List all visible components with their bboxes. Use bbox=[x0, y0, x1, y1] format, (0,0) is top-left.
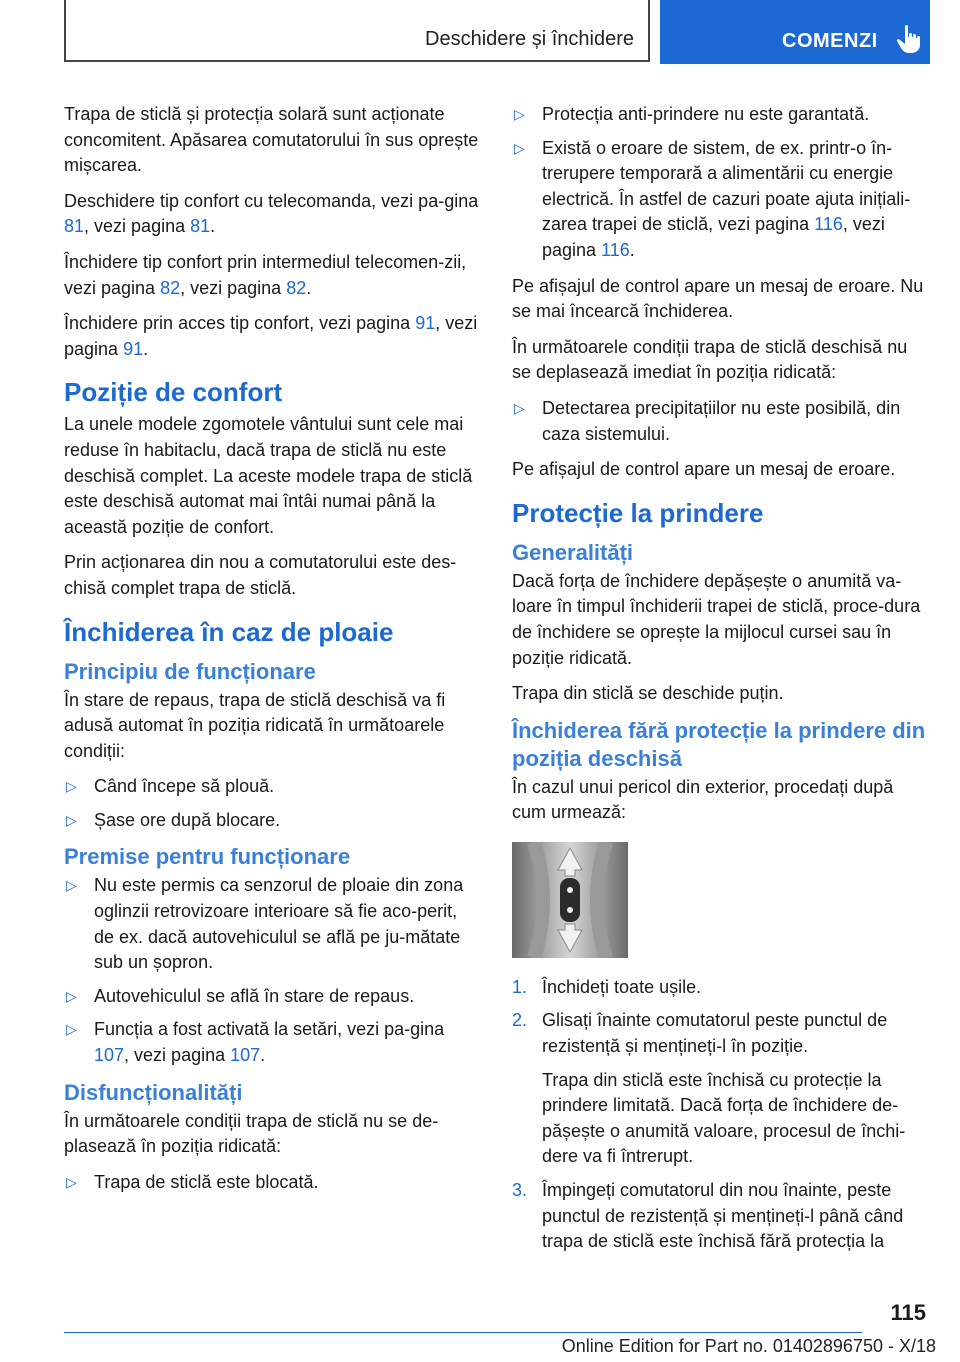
left-column bbox=[64, 102, 480, 1205]
page-link-107[interactable]: 107 bbox=[230, 1045, 261, 1066]
heading-general: Generalități bbox=[512, 539, 634, 565]
footer-divider bbox=[64, 1332, 862, 1333]
list-item: ▷ Există o eroare de sistem, de ex. printr-o în-trerupere temporară a alimentării cu energie electrică. În astfel de cazuri poate ajuta inițiali-zarea trapei de sticlă, vezi pagina 116, vezi pagina 116. bbox=[514, 137, 911, 260]
triangle-bullet-icon: ▷ bbox=[66, 1021, 77, 1038]
list-item: ▷ Protecția anti-prindere nu este garantată. bbox=[512, 102, 928, 128]
heading-close-without-pinch: Închiderea fără protecție la prindere din poziția deschisă bbox=[512, 717, 926, 771]
list-item: ▷ Funcția a fost activată la setări, vezi pa-gina 107, vezi pagina 107. bbox=[66, 1019, 445, 1066]
paragraph-comfort-remote: Deschidere tip confort cu telecomanda, vezi pa-gina 81, vezi pagina 81. bbox=[64, 190, 479, 237]
hand-pointer-icon bbox=[896, 24, 922, 54]
list-item: 1. Închideți toate ușile. bbox=[512, 976, 702, 997]
paragraph-error-2: Pe afișajul de control apare un mesaj de eroare. bbox=[512, 459, 896, 480]
paragraph-comfort-1: La unele modele zgomotele vântului sunt cele mai reduse în habitaclu, dacă trapa de sticlă nu este deschisă complet. La aceste modele trapa de sticlă este deschisă automat mai întâi numai până la această poziție de confort. bbox=[64, 414, 473, 537]
page-link-82[interactable]: 82 bbox=[286, 277, 307, 298]
conditions-list bbox=[512, 396, 928, 447]
heading-rain-closing: Închiderea în caz de ploaie bbox=[64, 616, 394, 647]
triangle-bullet-icon: ▷ bbox=[66, 811, 77, 828]
section-title-box bbox=[64, 0, 650, 62]
heading-principle: Principiu de funcționare bbox=[64, 658, 316, 684]
heading-pinch-protection: Protecție la prindere bbox=[512, 497, 764, 528]
list-item: ▷ Nu este permis ca senzorul de ploaie din zona oglinzii retrovizoare interioare să fie aco-perit, de ex. dacă autovehiculul se află pe ju-mătate sub un șopron. bbox=[66, 875, 464, 973]
list-item: ▷ Detectarea precipitațiilor nu este posibilă, din caza sistemului. bbox=[514, 397, 901, 444]
steps-list bbox=[512, 975, 928, 1255]
page-link-116[interactable]: 116 bbox=[814, 214, 843, 235]
list-item: ▷ Trapa de sticlă este blocată. bbox=[64, 1170, 480, 1196]
triangle-bullet-icon: ▷ bbox=[514, 139, 525, 156]
page-number: 115 bbox=[890, 1300, 926, 1325]
paragraph-principle: În stare de repaus, trapa de sticlă deschisă va fi adusă automat în poziția ridicată în următoarele condiții: bbox=[64, 689, 446, 761]
paragraph-danger: În cazul unui pericol din exterior, procedați după cum urmează: bbox=[512, 776, 894, 823]
page-link-82[interactable]: 82 bbox=[160, 277, 181, 298]
list-item: ▷ Șase ore după blocare. bbox=[64, 808, 480, 834]
malfunction-list-continued bbox=[512, 102, 928, 264]
chapter-tab-label: COMENZI bbox=[782, 30, 878, 52]
paragraph-close-remote: Închidere tip confort prin intermediul telecomen-zii, vezi pagina 82, vezi pagina 82. bbox=[64, 251, 467, 298]
chapter-tab[interactable] bbox=[660, 0, 930, 64]
triangle-bullet-icon: ▷ bbox=[66, 877, 77, 894]
list-item: 2. Glisați înainte comutatorul peste punctul de rezistență și mențineți-l în poziție. Trapa din sticlă este închisă cu protecție la prindere limitată. Dacă forța de închidere de-pășește o anumită valoare, procesul de închi-dere va fi întrerupt. bbox=[512, 1010, 906, 1167]
heading-malfunctions: Disfuncționalități bbox=[64, 1079, 243, 1105]
paragraph-malfunctions: În următoarele condiții trapa de sticlă nu se de-plasează în poziția ridicată: bbox=[64, 1110, 439, 1157]
right-column bbox=[512, 102, 928, 1263]
triangle-bullet-icon: ▷ bbox=[66, 987, 77, 1004]
paragraph-comfort-2: Prin acționarea din nou a comutatorului este des-chisă complet trapa de sticlă. bbox=[64, 552, 457, 598]
paragraph-general-2: Trapa din sticlă se deschide puțin. bbox=[512, 683, 784, 704]
page-link-107[interactable]: 107 bbox=[94, 1045, 125, 1066]
heading-comfort-position: Poziție de confort bbox=[64, 377, 283, 408]
paragraph-error-1: Pe afișajul de control apare un mesaj de eroare. Nu se mai încearcă închiderea. bbox=[512, 275, 924, 322]
page-link-116[interactable]: 116 bbox=[601, 239, 630, 260]
premises-list bbox=[64, 873, 480, 1068]
triangle-bullet-icon: ▷ bbox=[66, 778, 77, 795]
list-item: ▷ Când începe să plouă. bbox=[64, 774, 480, 800]
edition-footer: Online Edition for Part no. 01402896750 - X/18 bbox=[561, 1336, 936, 1356]
malfunction-list bbox=[64, 1170, 480, 1196]
switch-photo bbox=[512, 842, 628, 958]
list-item: ▷ Autovehiculul se află în stare de repaus. bbox=[64, 984, 480, 1010]
page-link-81[interactable]: 81 bbox=[64, 216, 85, 237]
page-link-91[interactable]: 91 bbox=[123, 338, 144, 359]
triangle-bullet-icon: ▷ bbox=[514, 106, 525, 122]
heading-premises: Premise pentru funcționare bbox=[64, 844, 351, 870]
triangle-bullet-icon: ▷ bbox=[514, 399, 525, 416]
triangle-bullet-icon: ▷ bbox=[66, 1173, 77, 1190]
principle-list bbox=[64, 774, 480, 833]
paragraph-conditions: În următoarele condiții trapa de sticlă deschisă nu se deplasează imediat în poziția ridicată: bbox=[512, 336, 908, 383]
page-link-81[interactable]: 81 bbox=[190, 216, 211, 237]
list-item: 3. Împingeți comutatorul din nou înainte, peste punctul de rezistență și mențineți-l până când trapa de sticlă este închisă fără protecția la bbox=[512, 1180, 904, 1252]
paragraph-close-access: Închidere prin acces tip confort, vezi pagina 91, vezi pagina 91. bbox=[64, 313, 478, 359]
page-link-91[interactable]: 91 bbox=[415, 313, 436, 334]
paragraph-intro: Trapa de sticlă și protecția solară sunt acționate concomitent. Apăsarea comutatorului în sus oprește mișcarea. bbox=[64, 104, 479, 176]
page-header bbox=[64, 0, 930, 64]
section-title: Deschidere și închidere bbox=[425, 28, 634, 50]
paragraph-general-1: Dacă forța de închidere depășește o anumită va-loare în timpul închiderii trapei de sticlă, proce-dura de închidere se oprește la mijlocul cursei sau în poziție ridicată. bbox=[512, 570, 921, 668]
